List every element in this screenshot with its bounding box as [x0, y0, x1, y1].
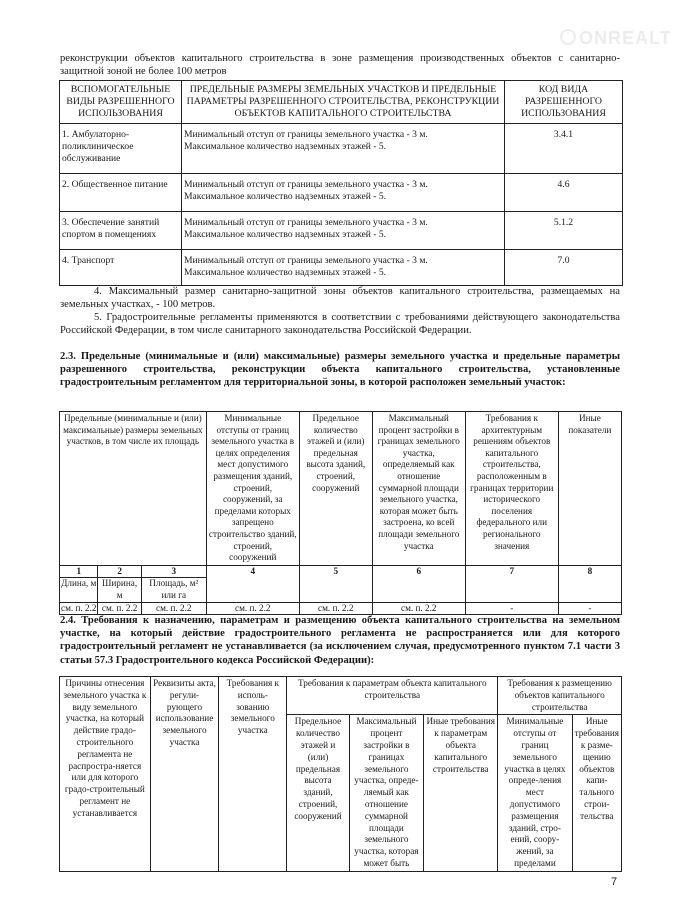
auxiliary-uses-table [59, 80, 623, 286]
col-number: 3 [141, 565, 206, 578]
use-name: 3. Обеспечение занятий спортом в помещениях [60, 212, 182, 250]
table-header-row [60, 81, 623, 124]
use-params: Минимальный отступ от границы земельного участка - 3 м. Максимальное количество надземных этажей - 5. [182, 124, 505, 174]
use-name: 2. Общественное питание [60, 174, 182, 212]
table-row [60, 124, 623, 174]
value-cell: см. п. 2.2 [299, 602, 372, 615]
value-cell: - [558, 602, 621, 615]
value-cell: см. п. 2.2 [206, 602, 299, 615]
col-number: 1 [60, 565, 98, 578]
value-cell: см. п. 2.2 [372, 602, 465, 615]
use-code: 3.4.1 [505, 124, 623, 174]
sub-header-width: Ширина, м [98, 578, 141, 602]
use-code: 4.6 [505, 174, 623, 212]
section-2-3-heading: 2.3. Предельные (минимальные и (или) максимальные) размеры земельного участка и предельные параметры разрешенного строительства, реконструкции объекта капитального строительства, установленные градостроительным регламентом для территориальной зоны, в которой расположен земельный участок: [60, 351, 620, 389]
sub-header-setbacks: Минимальные отступы от границ земельного участка в целях опреде-ления мест допустимого размещения зданий, стро-ений, соору-жений, за пределами [498, 715, 572, 871]
use-params: Минимальный отступ от границы земельного участка - 3 м. Максимальное количество надземных этажей - 5. [182, 174, 505, 212]
header-other: Иные показатели [558, 412, 621, 566]
header-aux-use: ВСПОМОГАТЕЛЬНЫЕ ВИДЫ РАЗРЕШЕННОГО ИСПОЛЬЗОВАНИЯ [60, 81, 182, 124]
header-max-coverage: Максимальный процент застройки в границах земельного участка, определяемый как отношение суммарной площади земельного участка, которая может быть застроена, ко всей площади земельного участка [372, 412, 465, 566]
paragraph-5: 5. Градостроительные регламенты применяются в соответствии с требованиями действующего законодательства Российской Федерации, в том числе санитарного законодательства Российской Федерации. [60, 312, 620, 337]
section-2-4-heading: 2.4. Требования к назначению, параметрам и размещению объекта капитального строительства на земельном участке, на который действие градостроительного регламента не распространяется или для которого градостроительный регламент не устанавливается (за исключением случая, предусмотренного пунктом 7.1 части 3 статьи 57.3 Градостроительного кодекса Российской Федерации): [60, 615, 620, 666]
table-row [60, 250, 623, 286]
sub-header-floors: Предельное количество этажей и (или) предельная высота зданий, строений, сооружений [287, 715, 349, 871]
table-row [60, 602, 622, 615]
paragraph-4: 4. Максимальный размер санитарно-защитной зоны объектов капитального строительства, размещаемых на земельных участках, - 100 метров. [60, 286, 620, 311]
header-act-details: Реквизиты акта, регули-рующего использование земельного участка [150, 677, 219, 872]
use-code: 5.1.2 [505, 212, 623, 250]
use-code: 7.0 [505, 250, 623, 286]
col-number: 7 [465, 565, 558, 602]
intro-text: реконструкции объектов капитального строительства в зоне размещения производственных объектов с санитарно-защитной зоной не более 100 метров [60, 53, 620, 78]
header-code: КОД ВИДА РАЗРЕШЕННОГО ИСПОЛЬЗОВАНИЯ [505, 81, 623, 124]
header-architecture: Требования к архитектурным решениям объектов капитального строительства, расположенным в границах территории исторического поселения федерального или регионального значения [465, 412, 558, 566]
column-numbers-row [60, 565, 622, 578]
col-number: 2 [98, 565, 141, 578]
use-params: Минимальный отступ от границы земельного участка - 3 м. Максимальное количество надземных этажей - 5. [182, 212, 505, 250]
page-number: 7 [611, 876, 618, 888]
col-number: 5 [299, 565, 372, 602]
sub-header-coverage: Максимальный процент застройки в границах земельного участка, опреде-ляемый как отношение суммарной площади земельного участка, которая может быть [349, 715, 423, 871]
value-cell: см. п. 2.2 [98, 602, 141, 615]
header-params: ПРЕДЕЛЬНЫЕ РАЗМЕРЫ ЗЕМЕЛЬНЫХ УЧАСТКОВ И ПРЕДЕЛЬНЫЕ ПАРАМЕТРЫ РАЗРЕШЕННОГО СТРОИТЕЛЬСТВА, РЕКОНСТРУКЦИИ ОБЪЕКТОВ КАПИТАЛЬНОГО СТРОИТЕЛЬСТВА [182, 81, 505, 124]
value-cell: см. п. 2.2 [60, 602, 98, 615]
use-name: 4. Транспорт [60, 250, 182, 286]
table-row [60, 212, 623, 250]
sub-header-other-placement: Иные требования к разме-щению объектов капи-тального строи-тельства [572, 715, 621, 871]
header-placement-group: Требования к размещению объектов капитального строительства [498, 677, 622, 715]
watermark: ONREALT [560, 28, 672, 49]
table-header-row [60, 412, 622, 566]
sub-header-other-params: Иные требования к параметрам объекта капитального строительства [424, 715, 498, 871]
sub-header-length: Длина, м [60, 578, 98, 602]
table-row [60, 174, 623, 212]
house-logo-icon [560, 29, 576, 45]
col-number: 6 [372, 565, 465, 602]
land-plot-parameters-table [59, 411, 622, 615]
col-number: 8 [558, 565, 621, 602]
header-plot-sizes: Предельные (минимальные и (или) максимальные) размеры земельных участков, в том числе их площадь [60, 412, 207, 566]
header-use-requirements: Требования к исполь-зованию земельного участка [219, 677, 287, 872]
header-floors: Предельное количество этажей и (или) предельная высота зданий, строений, сооружений [299, 412, 372, 566]
header-params-group: Требования к параметрам объекта капитального строительства [287, 677, 498, 715]
col-number: 4 [206, 565, 299, 602]
header-reasons: Причины отнесения земельного участка к виду земельного участка, на который действие градо-строительного регламента не распростра-няется или для которого градо-строительный регламент не устанавливается [60, 677, 151, 872]
value-cell: - [465, 602, 558, 615]
header-min-setbacks: Минимальные отступы от границ земельного участка в целях определения мест допустимого размещения зданий, строений, сооружений, за пределами которых запрещено строительство зданий, строений, сооружений [206, 412, 299, 566]
table-header-row [60, 677, 622, 715]
use-name: 1. Амбулаторно-поликлиническое обслуживание [60, 124, 182, 174]
non-regulated-requirements-table [59, 676, 622, 872]
use-params: Минимальный отступ от границы земельного участка - 3 м. Максимальное количество надземных этажей - 5. [182, 250, 505, 286]
sub-header-area: Площадь, м² или га [141, 578, 206, 602]
value-cell: см. п. 2.2 [141, 602, 206, 615]
